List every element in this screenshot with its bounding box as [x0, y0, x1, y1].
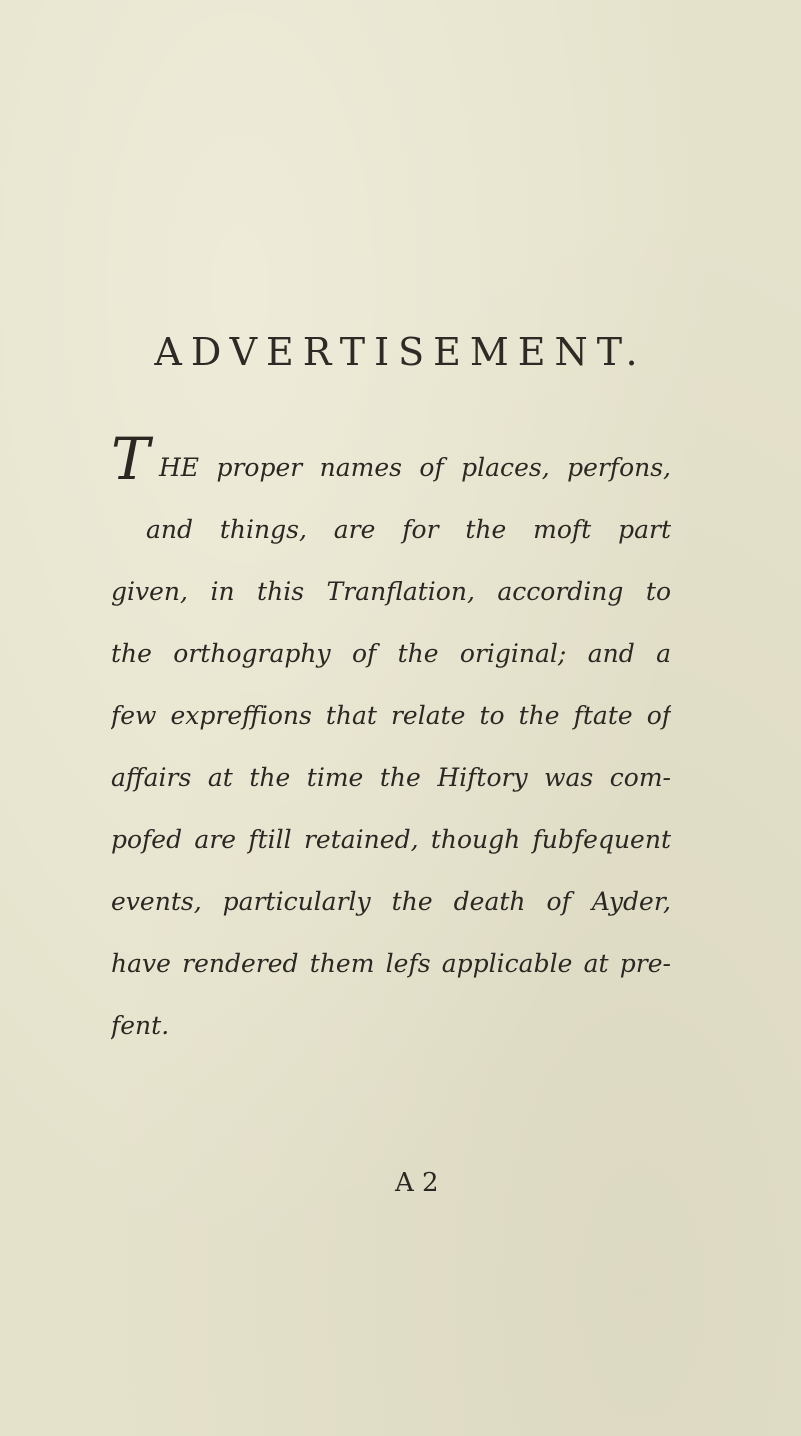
- text-line: have rendered them lefs applicable at pre-: [111, 949, 671, 978]
- text-line: affairs at the time the Hiftory was com-: [111, 763, 671, 792]
- text-line: pofed are ftill retained, though fubfequent: [111, 825, 671, 854]
- text-line: few expreffions that relate to the ftate of: [111, 701, 671, 730]
- drop-cap: T: [111, 425, 150, 493]
- text-line: fent.: [111, 1011, 170, 1040]
- text-line: the orthography of the original; and a: [111, 639, 671, 668]
- page-heading: ADVERTISEMENT.: [154, 330, 647, 374]
- signature-mark: A 2: [395, 1168, 439, 1198]
- body-paragraph: [111, 437, 671, 1057]
- text-line: HE proper names of places, perfons,: [159, 453, 671, 482]
- text-line: and things, are for the moft part: [146, 515, 671, 544]
- text-line: given, in this Tranflation, according to: [111, 577, 671, 606]
- text-line: events, particularly the death of Ayder,: [111, 887, 671, 916]
